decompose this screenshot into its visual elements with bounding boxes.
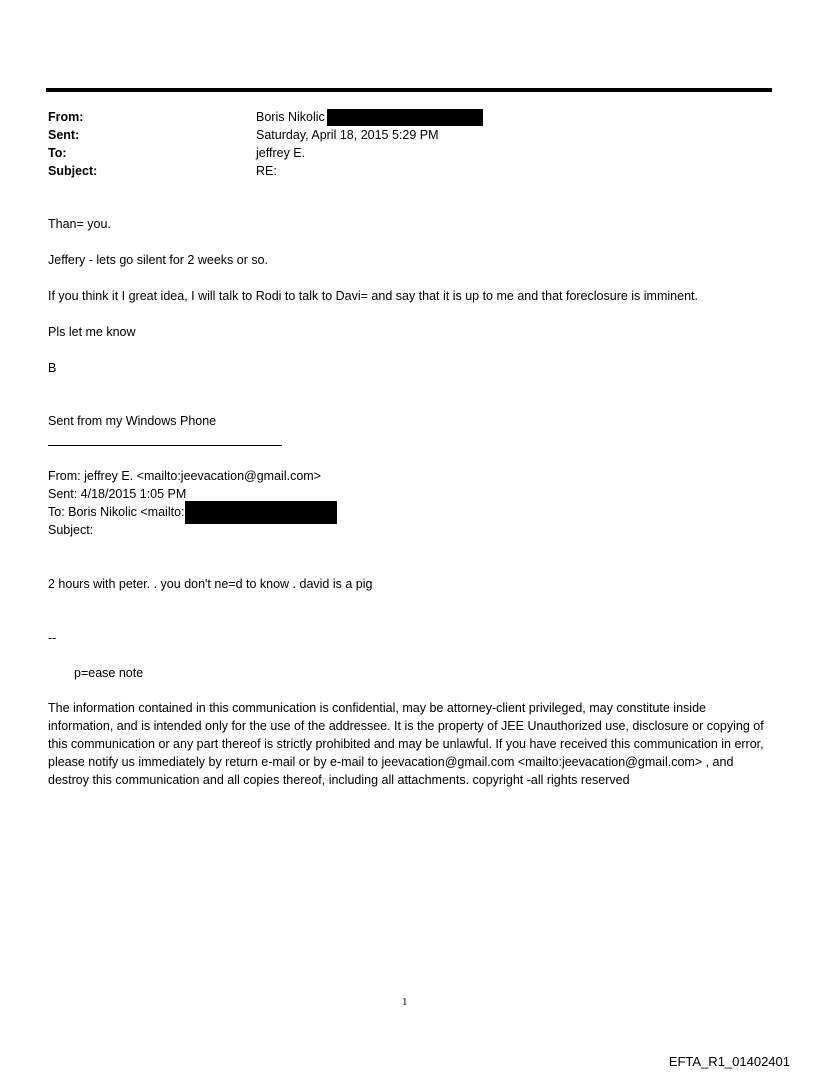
subject-row [48,162,748,180]
redaction-box [327,109,483,126]
fwd-from: From: jeffrey E. <mailto:jeevacation@gmail.com> [48,469,321,483]
body-line-2: Jeffery - lets go silent for 2 weeks or so. [48,253,269,267]
confidentiality-disclaimer: The information contained in this communication is confidential, may be attorney-client privileged, may constitute inside information, and is intended only for the use of the addressee. It is the property of JEE Unauthorized use, disclosure or copying of this communication or any part thereof is strictly prohibited and may be unlawful. If you have received this communication in error, please notify us immediately by return e-mail or by e-mail to jeevacation@gmail.com <mailto:jeevacation@gmail.com> , and destroy this communication and all copies thereof, including all attachments. copyright -all rights reserved [48,701,764,787]
forwarded-header [48,467,337,539]
to-label: To: [48,146,67,160]
fwd-to: To: Boris Nikolic <mailto: [48,505,185,519]
fwd-to-row [48,503,337,521]
from-label: From: [48,110,84,124]
fwd-sent: Sent: 4/18/2015 1:05 PM [48,487,187,501]
to-value: jeffrey E. [256,146,306,160]
fwd-message: 2 hours with peter. . you don't ne=d to know . david is a pig [48,577,373,591]
page-number: 1 [402,996,408,1008]
subject-value: RE: [256,164,277,178]
quote-separator [48,445,282,446]
email-header [48,108,748,180]
body-signature: B [48,361,57,375]
sent-row [48,126,748,144]
header-rule [46,88,772,92]
from-row [48,108,748,126]
body-line-4: Pls let me know [48,325,136,339]
subject-label: Subject: [48,164,98,178]
please-note: p=ease note [74,666,144,680]
mobile-signature: Sent from my Windows Phone [48,414,217,428]
from-name: Boris Nikolic [256,110,325,124]
signature-dashes: -- [48,631,57,645]
fwd-subject: Subject: [48,523,94,537]
from-value [256,108,748,126]
body-line-3: If you think it I great idea, I will talk to Rodi to talk to Davi= and say that it is up to me and that foreclosure is imminent. [48,289,698,303]
redaction-box [185,501,337,524]
sent-value: Saturday, April 18, 2015 5:29 PM [256,128,439,142]
body-line-1: Than= you. [48,217,111,231]
bates-number: EFTA_R1_01402401 [668,1054,790,1069]
to-row [48,144,748,162]
sent-label: Sent: [48,128,80,142]
